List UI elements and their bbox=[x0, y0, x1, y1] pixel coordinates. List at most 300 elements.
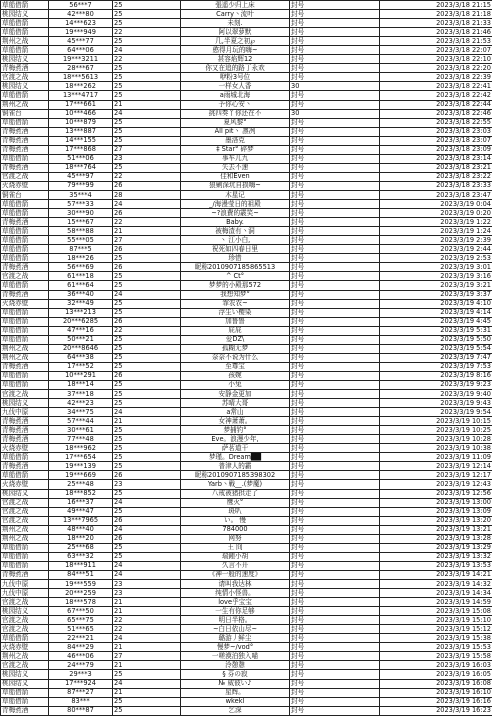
level-cell: 26 bbox=[113, 263, 181, 272]
account-cell: 63***32 bbox=[49, 552, 113, 561]
datetime-cell: 2023/3/18 22:46 bbox=[380, 109, 492, 118]
account-cell: 56***69 bbox=[49, 263, 113, 272]
status-cell: 封号 bbox=[290, 281, 380, 290]
level-cell: 24 bbox=[113, 408, 181, 417]
datetime-cell: 2023/3/18 22:20 bbox=[380, 64, 492, 73]
datetime-cell: 2023/3/19 10:15 bbox=[380, 417, 492, 426]
datetime-cell: 2023/3/19 16:08 bbox=[380, 679, 492, 688]
table-row bbox=[1, 317, 492, 326]
level-cell: 25 bbox=[113, 281, 181, 290]
datetime-cell: 2023/3/19 16:23 bbox=[380, 706, 492, 715]
table-row bbox=[1, 91, 492, 100]
datetime-cell: 2023/3/19 14:32 bbox=[380, 580, 492, 589]
nickname-cell: Eve。浪漫少年, bbox=[181, 435, 290, 444]
level-cell: 24 bbox=[113, 46, 181, 55]
account-cell: 22***21 bbox=[49, 634, 113, 643]
nickname-cell: 憨得月玩的嗨~ bbox=[181, 46, 290, 55]
status-cell: 封号 bbox=[290, 390, 380, 399]
server-cell: 青梅煮酒 bbox=[1, 290, 49, 299]
table-row bbox=[1, 371, 492, 380]
account-cell: 30***90 bbox=[49, 209, 113, 218]
nickname-cell: 佳和Even bbox=[181, 172, 290, 181]
nickname-cell: 至尊宝 bbox=[181, 362, 290, 371]
server-cell: 官渡之战 bbox=[1, 507, 49, 516]
level-cell: 21 bbox=[113, 661, 181, 670]
table-row bbox=[1, 525, 492, 534]
level-cell: 25 bbox=[113, 299, 181, 308]
datetime-cell: 2023/3/18 22:10 bbox=[380, 55, 492, 64]
table-row bbox=[1, 471, 492, 480]
nickname-cell: Yarb丶戦__.(梦魔) bbox=[181, 480, 290, 489]
server-cell: 铜雀台 bbox=[1, 190, 49, 199]
nickname-cell: 梦捕钓° bbox=[181, 426, 290, 435]
datetime-cell: 2023/3/19 2:39 bbox=[380, 236, 492, 245]
status-cell: 封号 bbox=[290, 118, 380, 127]
server-cell: 火烧赤壁 bbox=[1, 643, 49, 652]
status-cell: 封号 bbox=[290, 598, 380, 607]
account-cell: 49***47 bbox=[49, 507, 113, 516]
table-row bbox=[1, 706, 492, 715]
table-row bbox=[1, 136, 492, 145]
server-cell: 草船借箭 bbox=[1, 552, 49, 561]
status-cell: 封号 bbox=[290, 679, 380, 688]
status-cell: 封号 bbox=[290, 163, 380, 172]
account-cell: 87***27 bbox=[49, 688, 113, 697]
table-row bbox=[1, 534, 492, 543]
account-cell: 67***50 bbox=[49, 607, 113, 616]
server-cell: 青梅煮酒 bbox=[1, 362, 49, 371]
level-cell: 25 bbox=[113, 453, 181, 462]
server-cell: 官渡之战 bbox=[1, 598, 49, 607]
server-cell: 荆州之战 bbox=[1, 353, 49, 362]
datetime-cell: 2023/3/19 15:58 bbox=[380, 652, 492, 661]
table-row bbox=[1, 82, 492, 91]
level-cell: 22 bbox=[113, 616, 181, 625]
table-row bbox=[1, 697, 492, 706]
server-cell: 青梅煮酒 bbox=[1, 127, 49, 136]
datetime-cell: 2023/3/18 21:53 bbox=[380, 37, 492, 46]
status-cell: 封号 bbox=[290, 362, 380, 371]
account-cell: 34***75 bbox=[49, 408, 113, 417]
server-cell: 草船借箭 bbox=[1, 543, 49, 552]
datetime-cell: 2023/3/18 22:07 bbox=[380, 46, 492, 55]
level-cell: 25 bbox=[113, 136, 181, 145]
datetime-cell: 2023/3/19 15:53 bbox=[380, 643, 492, 652]
server-cell: 火烧赤壁 bbox=[1, 480, 49, 489]
table-row bbox=[1, 580, 492, 589]
table-row bbox=[1, 444, 492, 453]
level-cell: 23 bbox=[113, 589, 181, 598]
status-cell: 封号 bbox=[290, 489, 380, 498]
table-row bbox=[1, 679, 492, 688]
status-cell: 封号 bbox=[290, 218, 380, 227]
nickname-cell: 八戒被猪拱走了 bbox=[181, 489, 290, 498]
level-cell: 25 bbox=[113, 552, 181, 561]
status-cell: 封号 bbox=[290, 227, 380, 236]
status-cell: 封号 bbox=[290, 91, 380, 100]
nickname-cell: 孤糊无梦 bbox=[181, 344, 290, 353]
level-cell: 25 bbox=[113, 697, 181, 706]
datetime-cell: 2023/3/19 16:05 bbox=[380, 670, 492, 679]
nickname-cell: 王 冏 bbox=[181, 543, 290, 552]
status-cell: 封号 bbox=[290, 462, 380, 471]
nickname-cell: い。 慢 bbox=[181, 516, 290, 525]
status-cell: 封号 bbox=[290, 661, 380, 670]
server-cell: 荆州之战 bbox=[1, 525, 49, 534]
server-cell: 草船借箭 bbox=[1, 118, 49, 127]
nickname-cell: 萨茗道干 bbox=[181, 444, 290, 453]
datetime-cell: 2023/3/19 13:21 bbox=[380, 525, 492, 534]
status-cell: 封号 bbox=[290, 308, 380, 317]
level-cell: 22 bbox=[113, 172, 181, 181]
datetime-cell: 2023/3/19 13:28 bbox=[380, 534, 492, 543]
datetime-cell: 2023/3/19 2:44 bbox=[380, 245, 492, 254]
account-cell: 18***262 bbox=[49, 82, 113, 91]
status-cell: 封号 bbox=[290, 1, 380, 10]
account-cell: 14***623 bbox=[49, 19, 113, 28]
nickname-cell: 未刻. bbox=[181, 19, 290, 28]
status-cell: 封号 bbox=[290, 426, 380, 435]
nickname-cell: 安静金更加 bbox=[181, 390, 290, 399]
nickname-cell: § 芬の寂 bbox=[181, 670, 290, 679]
status-cell: 封号 bbox=[290, 190, 380, 199]
level-cell: 24 bbox=[113, 561, 181, 570]
server-cell: 草船借箭 bbox=[1, 227, 49, 236]
account-cell: 20***6285 bbox=[49, 317, 113, 326]
account-cell: 48***40 bbox=[49, 525, 113, 534]
table-row bbox=[1, 426, 492, 435]
account-cell: 87***5 bbox=[49, 245, 113, 254]
level-cell: 25 bbox=[113, 344, 181, 353]
table-row bbox=[1, 28, 492, 37]
server-cell: 青梅煮酒 bbox=[1, 145, 49, 154]
account-cell: 13***213 bbox=[49, 308, 113, 317]
nickname-cell: 我想知梦° bbox=[181, 290, 290, 299]
status-cell: 封号 bbox=[290, 380, 380, 389]
datetime-cell: 2023/3/19 3:21 bbox=[380, 281, 492, 290]
server-cell: 荆州之战 bbox=[1, 100, 49, 109]
table-row bbox=[1, 218, 492, 227]
account-cell: 64***06 bbox=[49, 46, 113, 55]
server-cell: 青梅煮酒 bbox=[1, 570, 49, 579]
datetime-cell: 2023/3/19 13:00 bbox=[380, 498, 492, 507]
account-cell: 19***669 bbox=[49, 471, 113, 480]
server-cell: 草船借箭 bbox=[1, 1, 49, 10]
level-cell: 21 bbox=[113, 607, 181, 616]
nickname-cell: 浮生い樱染 bbox=[181, 308, 290, 317]
table-row bbox=[1, 480, 492, 489]
level-cell: 26 bbox=[113, 534, 181, 543]
datetime-cell: 2023/3/19 9:23 bbox=[380, 380, 492, 389]
level-cell: 23 bbox=[113, 154, 181, 163]
level-cell: 25 bbox=[113, 462, 181, 471]
server-cell: 草船借箭 bbox=[1, 28, 49, 37]
datetime-cell: 2023/3/19 15:08 bbox=[380, 607, 492, 616]
status-cell: 封号 bbox=[290, 580, 380, 589]
account-cell: 42***80 bbox=[49, 10, 113, 19]
server-cell: 草船借箭 bbox=[1, 380, 49, 389]
status-cell: 封号 bbox=[290, 290, 380, 299]
account-cell: 18***14 bbox=[49, 380, 113, 389]
status-cell: 封号 bbox=[290, 435, 380, 444]
nickname-cell: 星辉。 bbox=[181, 688, 290, 697]
table-row bbox=[1, 290, 492, 299]
status-cell: 封号 bbox=[290, 516, 380, 525]
table-row bbox=[1, 543, 492, 552]
status-cell: 封号 bbox=[290, 543, 380, 552]
nickname-cell: 女神萧萧。 bbox=[181, 417, 290, 426]
account-cell: 51***06 bbox=[49, 154, 113, 163]
level-cell: 25 bbox=[113, 73, 181, 82]
table-row bbox=[1, 37, 492, 46]
server-cell: 九伐中原 bbox=[1, 580, 49, 589]
level-cell: 21 bbox=[113, 598, 181, 607]
status-cell: 封号 bbox=[290, 408, 380, 417]
datetime-cell: 2023/3/18 21:15 bbox=[380, 1, 492, 10]
status-cell: 封号 bbox=[290, 28, 380, 37]
server-cell: 草船借箭 bbox=[1, 46, 49, 55]
account-cell: 84***29 bbox=[49, 643, 113, 652]
nickname-cell: 珍惜 bbox=[181, 254, 290, 263]
table-row bbox=[1, 46, 492, 55]
table-row bbox=[1, 570, 492, 579]
server-cell: 草船借箭 bbox=[1, 371, 49, 380]
level-cell: 25 bbox=[113, 254, 181, 263]
level-cell: 25 bbox=[113, 37, 181, 46]
nickname-cell: 请叫我达林 bbox=[181, 580, 290, 589]
status-cell: 封号 bbox=[290, 589, 380, 598]
table-row bbox=[1, 607, 492, 616]
table-row bbox=[1, 335, 492, 344]
nickname-cell: 被梅渣有丶洞 bbox=[181, 227, 290, 236]
table-row bbox=[1, 236, 492, 245]
server-cell: 官渡之战 bbox=[1, 498, 49, 507]
level-cell: 26 bbox=[113, 181, 181, 190]
account-cell: 18***26 bbox=[49, 254, 113, 263]
server-cell: 草船借箭 bbox=[1, 19, 49, 28]
status-cell: 封号 bbox=[290, 326, 380, 335]
status-cell: 封号 bbox=[290, 643, 380, 652]
account-cell: 13***4717 bbox=[49, 91, 113, 100]
level-cell: 25 bbox=[113, 91, 181, 100]
table-row bbox=[1, 272, 492, 281]
nickname-cell: 784000 bbox=[181, 525, 290, 534]
datetime-cell: 2023/3/19 15:38 bbox=[380, 634, 492, 643]
level-cell: 27 bbox=[113, 236, 181, 245]
nickname-cell: ~白日依山尽~ bbox=[181, 625, 290, 634]
account-cell: 80***87 bbox=[49, 706, 113, 715]
table-row bbox=[1, 245, 492, 254]
account-cell: 15***67 bbox=[49, 218, 113, 227]
account-cell: 61***64 bbox=[49, 281, 113, 290]
datetime-cell: 2023/3/19 3:01 bbox=[380, 263, 492, 272]
datetime-cell: 2023/3/19 15:10 bbox=[380, 616, 492, 625]
table-row bbox=[1, 353, 492, 362]
datetime-cell: 2023/3/19 9:40 bbox=[380, 390, 492, 399]
table-row bbox=[1, 408, 492, 417]
datetime-cell: 2023/3/18 21:33 bbox=[380, 19, 492, 28]
status-cell: 封号 bbox=[290, 272, 380, 281]
account-cell: 79***99 bbox=[49, 181, 113, 190]
status-cell: 封号 bbox=[290, 399, 380, 408]
table-row bbox=[1, 109, 492, 118]
account-cell: 19***949 bbox=[49, 28, 113, 37]
account-cell: 13***7965 bbox=[49, 516, 113, 525]
status-cell: 封号 bbox=[290, 73, 380, 82]
status-cell: 封号 bbox=[290, 46, 380, 55]
nickname-cell: 泠憩憩 bbox=[181, 661, 290, 670]
datetime-cell: 2023/3/19 4:10 bbox=[380, 299, 492, 308]
datetime-cell: 2023/3/19 1:22 bbox=[380, 218, 492, 227]
server-cell: 青梅煮酒 bbox=[1, 163, 49, 172]
account-cell: 18***911 bbox=[49, 561, 113, 570]
nickname-cell: 几,半夏之初℘ bbox=[181, 37, 290, 46]
datetime-cell: 2023/3/19 9:54 bbox=[380, 408, 492, 417]
server-cell: 火烧赤壁 bbox=[1, 181, 49, 190]
status-cell: 封号 bbox=[290, 136, 380, 145]
level-cell: 25 bbox=[113, 706, 181, 715]
level-cell: 26 bbox=[113, 471, 181, 480]
level-cell: 26 bbox=[113, 516, 181, 525]
nickname-cell: 梦梦的小殿那572 bbox=[181, 281, 290, 290]
datetime-cell: 2023/3/18 23:07 bbox=[380, 136, 492, 145]
server-cell: 青梅煮酒 bbox=[1, 435, 49, 444]
account-cell: 55***05 bbox=[49, 236, 113, 245]
nickname-cell: ~?浪費的霰笑~ bbox=[181, 209, 290, 218]
account-cell: 30***61 bbox=[49, 426, 113, 435]
table-row bbox=[1, 172, 492, 181]
nickname-cell: 乞深 bbox=[181, 706, 290, 715]
account-cell: 20***259 bbox=[49, 589, 113, 598]
datetime-cell: 2023/3/18 23:22 bbox=[380, 172, 492, 181]
account-cell: 10***466 bbox=[49, 109, 113, 118]
server-cell: 青梅煮酒 bbox=[1, 462, 49, 471]
table-row bbox=[1, 489, 492, 498]
table-row bbox=[1, 326, 492, 335]
status-cell: 封号 bbox=[290, 200, 380, 209]
datetime-cell: 2023/3/19 4:14 bbox=[380, 308, 492, 317]
table-row bbox=[1, 55, 492, 64]
nickname-cell: 《神一般的速度》 bbox=[181, 570, 290, 579]
account-cell: 77***48 bbox=[49, 435, 113, 444]
nickname-cell: 夏风黎° bbox=[181, 118, 290, 127]
nickname-cell: 矢去不速 bbox=[181, 163, 290, 172]
server-cell: 桃园结义 bbox=[1, 10, 49, 19]
datetime-cell: 2023/3/18 23:47 bbox=[380, 190, 492, 199]
datetime-cell: 2023/3/19 10:38 bbox=[380, 444, 492, 453]
table-row bbox=[1, 399, 492, 408]
status-cell: 封号 bbox=[290, 480, 380, 489]
level-cell: 26 bbox=[113, 245, 181, 254]
level-cell: 25 bbox=[113, 163, 181, 172]
server-cell: 草船借箭 bbox=[1, 688, 49, 697]
server-cell: 官渡之战 bbox=[1, 390, 49, 399]
status-cell: 封号 bbox=[290, 344, 380, 353]
nickname-cell: 昵称2010907185865513 bbox=[181, 263, 290, 272]
level-cell: 25 bbox=[113, 362, 181, 371]
account-cell: 46***06 bbox=[49, 652, 113, 661]
status-cell: 封号 bbox=[290, 317, 380, 326]
account-cell: 25***68 bbox=[49, 543, 113, 552]
nickname-cell: 一样女人香 bbox=[181, 82, 290, 91]
table-row bbox=[1, 163, 492, 172]
table-row bbox=[1, 688, 492, 697]
nickname-cell: 明日半格。 bbox=[181, 616, 290, 625]
level-cell: 25 bbox=[113, 489, 181, 498]
level-cell: 28 bbox=[113, 190, 181, 199]
datetime-cell: 2023/3/19 12:56 bbox=[380, 489, 492, 498]
table-row bbox=[1, 19, 492, 28]
level-cell: 25 bbox=[113, 335, 181, 344]
account-cell: 42***23 bbox=[49, 399, 113, 408]
server-cell: 荆州之战 bbox=[1, 652, 49, 661]
status-cell: 封号 bbox=[290, 417, 380, 426]
datetime-cell: 2023/3/19 7:53 bbox=[380, 362, 492, 371]
table-row bbox=[1, 127, 492, 136]
nickname-cell: 小兔 bbox=[181, 380, 290, 389]
status-cell: 封号 bbox=[290, 64, 380, 73]
datetime-cell: 2023/3/18 21:18 bbox=[380, 10, 492, 19]
nickname-cell: 事车儿九 bbox=[181, 154, 290, 163]
table-row bbox=[1, 100, 492, 109]
nickname-cell: 昵称2010907185398302 bbox=[181, 471, 290, 480]
datetime-cell: 2023/3/18 23:33 bbox=[380, 181, 492, 190]
table-row bbox=[1, 254, 492, 263]
table-row bbox=[1, 417, 492, 426]
datetime-cell: 2023/3/19 5:50 bbox=[380, 335, 492, 344]
status-cell: 封号 bbox=[290, 534, 380, 543]
datetime-cell: 2023/3/19 16:03 bbox=[380, 661, 492, 670]
nickname-cell: 咿粉3号位 bbox=[181, 73, 290, 82]
nickname-cell: 纯情小怪兽。 bbox=[181, 589, 290, 598]
account-cell: 17***52 bbox=[49, 362, 113, 371]
level-cell: 25 bbox=[113, 353, 181, 362]
datetime-cell: 2023/3/19 13:29 bbox=[380, 543, 492, 552]
server-cell: 火烧赤壁 bbox=[1, 299, 49, 308]
status-cell: 封号 bbox=[290, 444, 380, 453]
table-row bbox=[1, 598, 492, 607]
account-cell: 29***3 bbox=[49, 670, 113, 679]
level-cell: 23 bbox=[113, 480, 181, 489]
datetime-cell: 2023/3/19 10:25 bbox=[380, 426, 492, 435]
table-row bbox=[1, 154, 492, 163]
account-cell: 51***65 bbox=[49, 625, 113, 634]
account-cell: 17***924 bbox=[49, 679, 113, 688]
status-cell: 封号 bbox=[290, 625, 380, 634]
level-cell: 25 bbox=[113, 543, 181, 552]
nickname-cell: 慢梦~/vod° bbox=[181, 643, 290, 652]
level-cell: 25 bbox=[113, 390, 181, 399]
server-cell: 青梅煮酒 bbox=[1, 64, 49, 73]
status-cell: 封号 bbox=[290, 570, 380, 579]
level-cell: 25 bbox=[113, 670, 181, 679]
datetime-cell: 2023/3/19 3:16 bbox=[380, 272, 492, 281]
server-cell: 草船借箭 bbox=[1, 236, 49, 245]
level-cell: 27 bbox=[113, 145, 181, 154]
account-cell: 18***962 bbox=[49, 444, 113, 453]
status-cell: 封号 bbox=[290, 127, 380, 136]
nickname-cell: 甚容焰辉12 bbox=[181, 55, 290, 64]
level-cell: 21 bbox=[113, 100, 181, 109]
server-cell: 桃园结义 bbox=[1, 679, 49, 688]
table-row bbox=[1, 299, 492, 308]
table-row bbox=[1, 616, 492, 625]
server-cell: 桃园结义 bbox=[1, 670, 49, 679]
datetime-cell: 2023/3/19 16:16 bbox=[380, 697, 492, 706]
ban-record-rows bbox=[1, 1, 492, 716]
datetime-cell: 2023/3/19 14:59 bbox=[380, 598, 492, 607]
table-row bbox=[1, 516, 492, 525]
